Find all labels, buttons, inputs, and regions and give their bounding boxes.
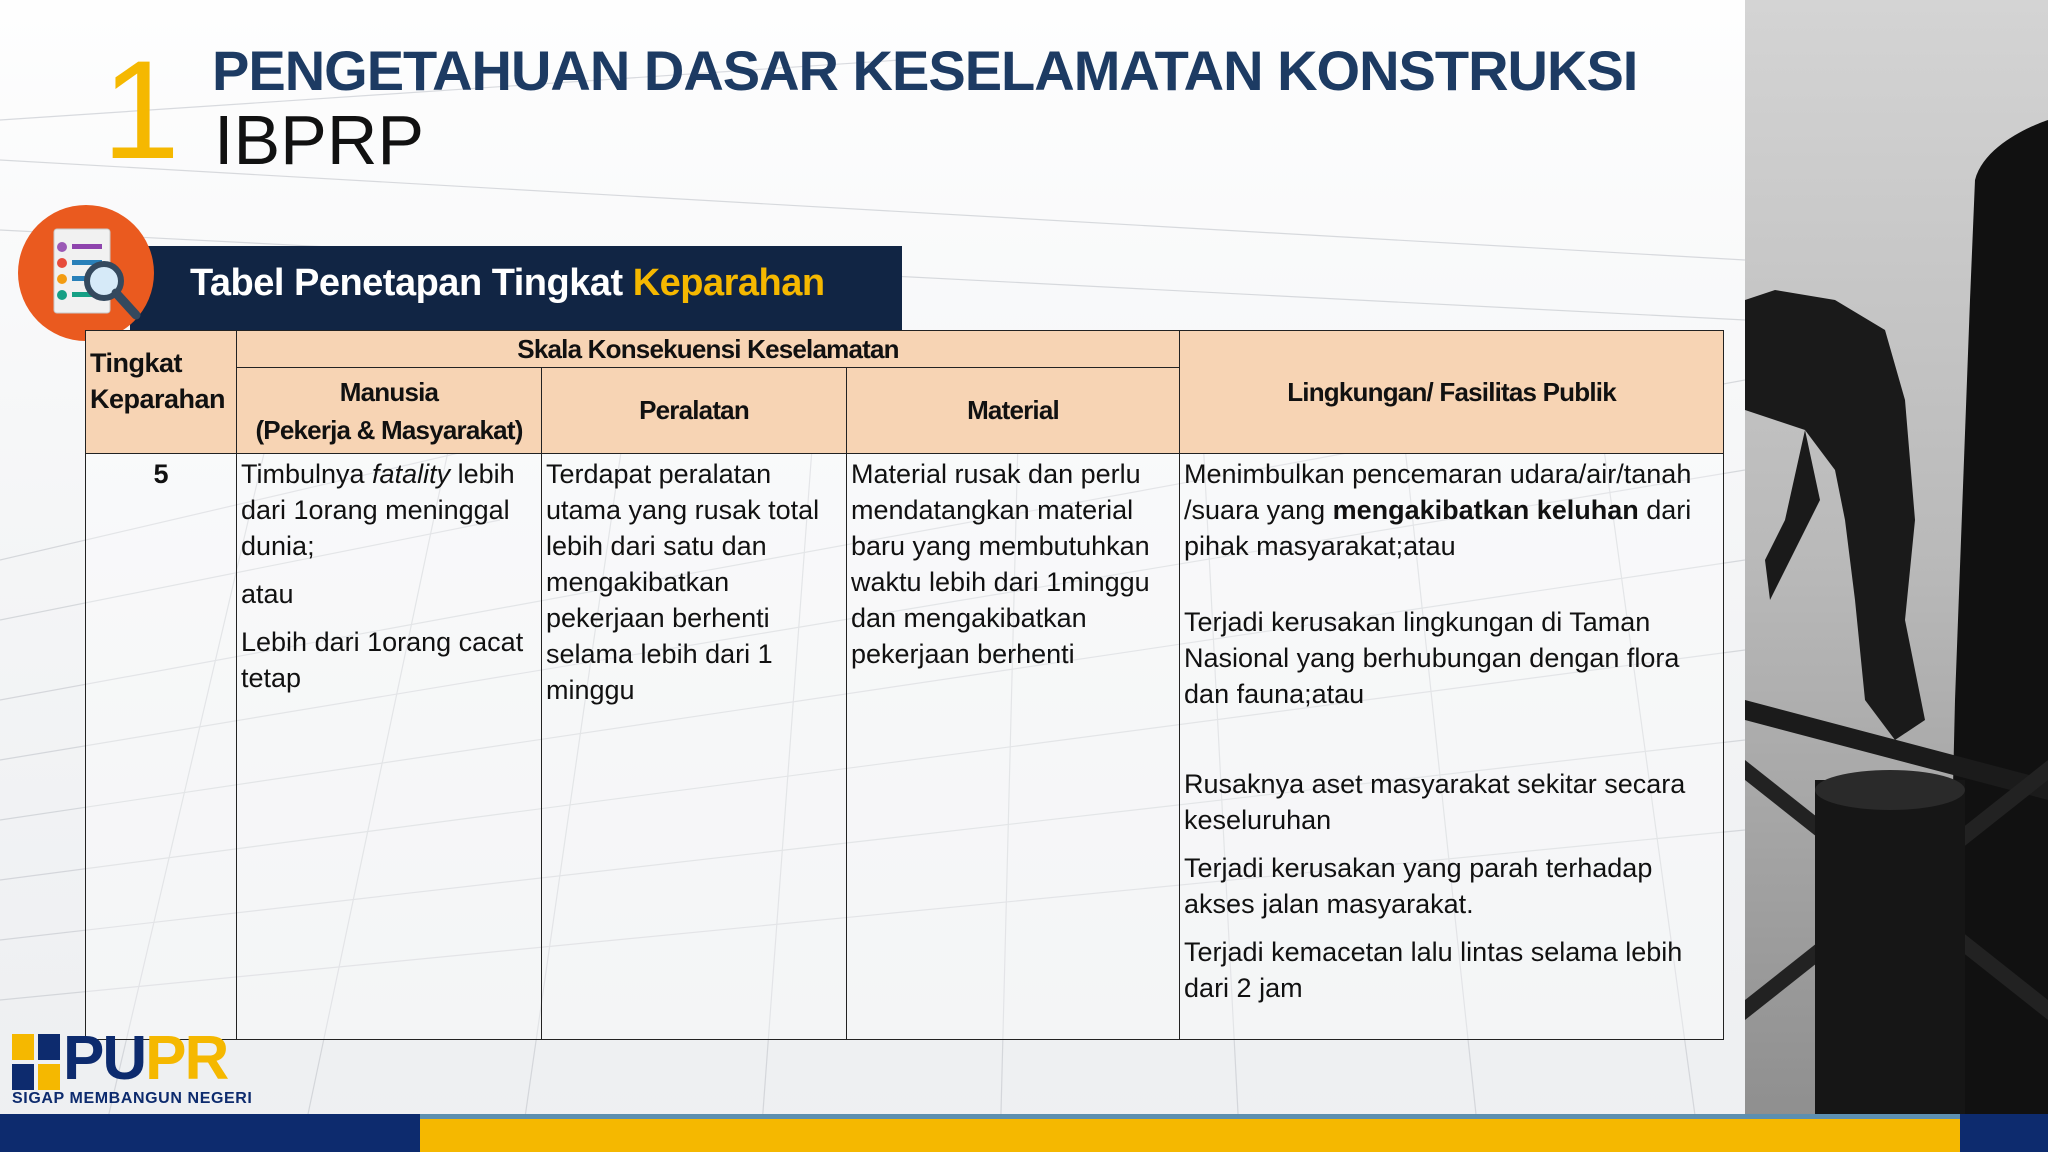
banner-title-highlight: Keparahan	[632, 262, 825, 304]
header-material: Material	[847, 368, 1180, 454]
header-peralatan: Peralatan	[542, 368, 847, 454]
header-consequence-scale: Skala Konsekuensi Keselamatan	[237, 331, 1180, 368]
pupr-tagline: SIGAP MEMBANGUN NEGERI	[12, 1090, 253, 1107]
footer-stripe	[0, 1114, 2048, 1152]
severity-level-cell: 5	[86, 454, 237, 1040]
page-subtitle: IBPRP	[214, 101, 425, 179]
worker-silhouette-photo	[1745, 0, 2048, 1130]
slide-number: 1	[102, 31, 180, 188]
page-title: PENGETAHUAN DASAR KESELAMATAN KONSTRUKSI	[212, 39, 1638, 102]
report-magnifier-icon	[18, 205, 154, 341]
lingkungan-item-2: Terjadi kerusakan lingkungan di Taman Nasional yang berhubungan dengan flora dan fauna;atau	[1184, 607, 1680, 709]
banner-title	[190, 262, 825, 305]
lingkungan-item-3: Rusaknya aset masyarakat sekitar secara keseluruhan	[1184, 769, 1686, 835]
lingkungan-item-5: Terjadi kemacetan lalu lintas selama lebih dari 2 jam	[1184, 937, 1683, 1003]
header-lingkungan: Lingkungan/ Fasilitas Publik	[1180, 331, 1724, 454]
header-manusia: Manusia (Pekerja & Masyarakat)	[237, 368, 542, 454]
severity-table	[85, 330, 1724, 1040]
lingkungan-item-4: Terjadi kerusakan yang parah terhadap akses jalan masyarakat.	[1184, 853, 1653, 919]
pupr-logo-icon	[12, 1034, 64, 1090]
lingkungan-cell	[1180, 454, 1724, 1040]
header-severity-level: Tingkat Keparahan	[86, 331, 237, 454]
lingkungan-item-1: Menimbulkan pencemaran udara/air/tanah /suara yang mengakibatkan keluhan dari pihak masyarakat;atau	[1184, 459, 1692, 561]
manusia-or: atau	[241, 579, 294, 609]
table-row	[86, 454, 1724, 1040]
manusia-text-1: Timbulnya fatality lebih dari 1orang meninggal dunia;	[241, 459, 515, 561]
manusia-text-2: Lebih dari 1orang cacat tetap	[241, 627, 524, 693]
banner-title-main: Tabel Penetapan Tingkat	[190, 262, 633, 304]
manusia-cell	[237, 454, 542, 1040]
material-cell: Material rusak dan perlu mendatangkan material baru yang membutuhkan waktu lebih dari 1minggu dan mengakibatkan pekerjaan berhenti	[847, 454, 1180, 1040]
table-header-row	[86, 331, 1724, 368]
pupr-logo-text: PUPR	[63, 1024, 228, 1093]
peralatan-cell: Terdapat peralatan utama yang rusak total lebih dari satu dan mengakibatkan pekerjaan berhenti selama lebih dari 1 minggu	[542, 454, 847, 1040]
